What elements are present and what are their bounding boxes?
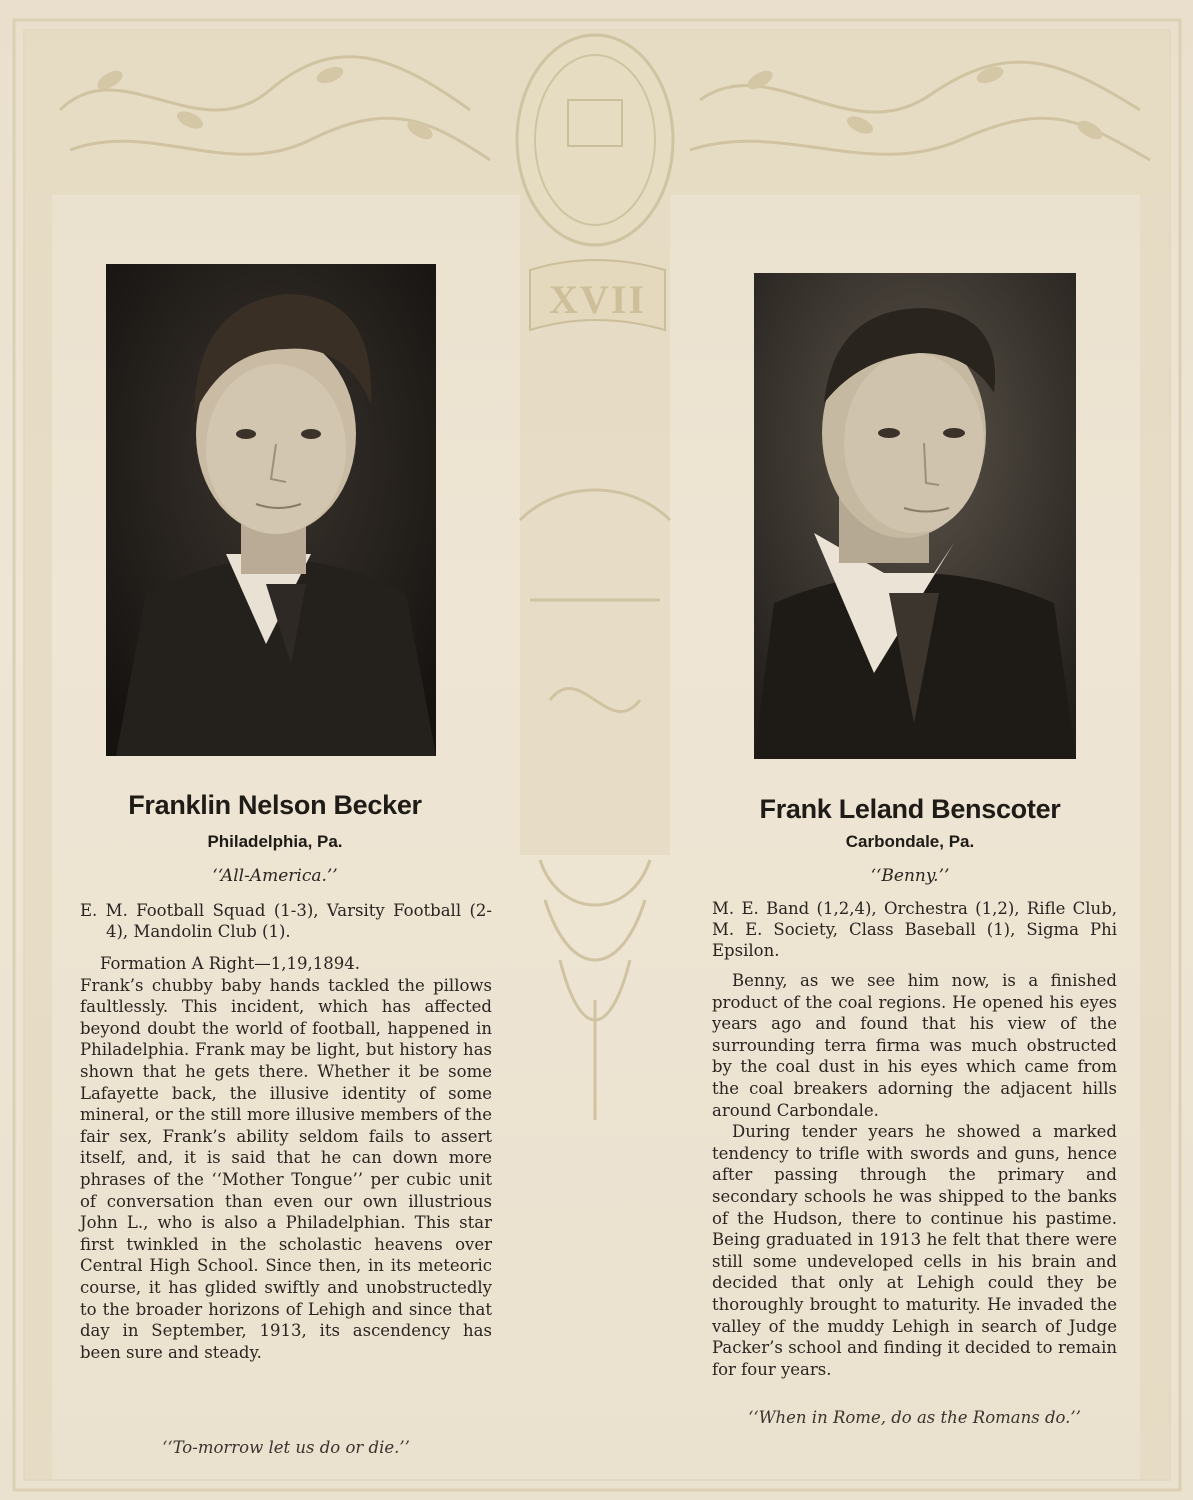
class-numeral: XVII bbox=[549, 277, 646, 322]
left-bio bbox=[80, 953, 492, 1363]
left-nickname: ‘‘All-America.’’ bbox=[212, 866, 338, 886]
left-bio-paragraph: Formation A Right—1,19,1894. bbox=[100, 954, 360, 973]
left-hometown: Philadelphia, Pa. bbox=[207, 832, 343, 851]
right-bio-paragraph: During tender years he showed a marked tendency to trifle with swords and guns, hence after passing through the primary and secondary schools he was shipped to the banks of the Hudson, there to continue his pastime. Being graduated in 1913 he felt that there were still some undeveloped cells in his brain and decided that only at Lehigh could they be thoroughly brought to maturity. He invaded the valley of the muddy Lehigh in search of Judge Packer’s school and finding it decided to remain for four years. bbox=[712, 1122, 1117, 1379]
right-motto: ‘‘When in Rome, do as the Romans do.’’ bbox=[748, 1408, 1081, 1427]
left-activities: E. M. Football Squad (1-3), Varsity Football (2-4), Mandolin Club (1). bbox=[80, 901, 492, 941]
right-hometown: Carbondale, Pa. bbox=[845, 832, 975, 851]
right-bio bbox=[712, 970, 1117, 1380]
right-nickname: ‘‘Benny.’’ bbox=[870, 866, 950, 886]
left-bio-paragraph: Frank’s chubby baby hands tackled the pillows faultlessly. This incident, which has affected beyond doubt the world of football, happened in Philadelphia. Frank may be light, but history has shown that he gets there. Whether it be some Lafayette back, the illusive identity of some mineral, or the still more illusive members of the fair sex, Frank’s ability seldom fails to assert itself, and, it is said that he can down more phrases of the ‘‘Mother Tongue’’ per cubic unit of conversation than even our own illustrious John L., who is also a Philadelphian. This star first twinkled in the scholastic heavens over Central High School. Since then, in its meteoric course, it has glided swiftly and unobstructedly to the broader horizons of Lehigh and since that day in September, 1913, its ascendency has been sure and steady. bbox=[80, 975, 492, 1362]
right-portrait-photo bbox=[754, 273, 1076, 759]
left-name: Franklin Nelson Becker bbox=[128, 790, 422, 820]
right-activities: M. E. Band (1,2,4), Orchestra (1,2), Rifle Club, M. E. Society, Class Baseball (1), Sigma Phi Epsilon. bbox=[712, 899, 1117, 960]
left-motto: ‘‘To-morrow let us do or die.’’ bbox=[162, 1438, 410, 1457]
left-portrait-photo bbox=[106, 264, 436, 756]
right-bio-paragraph: Benny, as we see him now, is a finished product of the coal regions. He opened his eyes years ago and found that his view of the surrounding terra firma was much obstructed by the coal dust in his eyes which came from the coal breakers adorning the adjacent hills around Carbondale. bbox=[712, 971, 1117, 1120]
right-name: Frank Leland Benscoter bbox=[759, 794, 1061, 824]
